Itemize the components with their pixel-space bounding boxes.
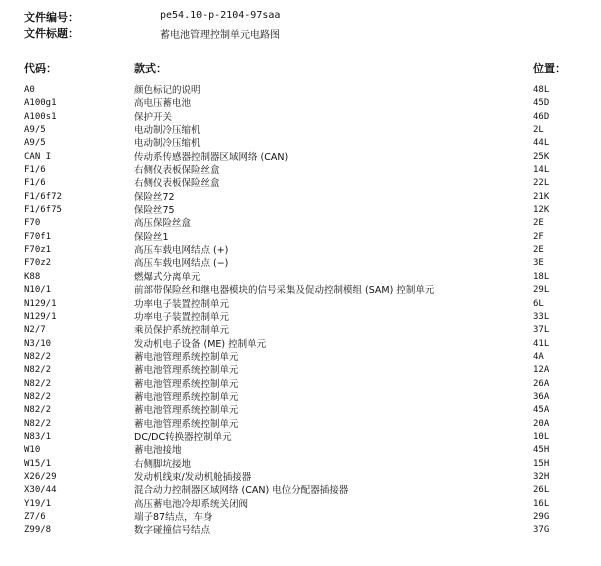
component-position: 21K [533,191,550,202]
table-row [0,458,601,471]
component-position: 12K [533,205,550,216]
component-position: 2E [533,218,544,229]
component-description: 保护开关 [134,111,173,123]
component-position: 45D [533,98,550,109]
table-row [0,364,601,377]
component-description: 数字碰撞信号结点 [134,525,211,537]
component-position: 15H [533,458,550,469]
table-row [0,151,601,164]
component-position: 10L [533,431,550,442]
component-position: 33L [533,311,550,322]
component-position: 26L [533,485,550,496]
component-description: 蓄电池管理系统控制单元 [134,378,239,390]
table-row [0,164,601,177]
component-code: N3/10 [24,338,52,349]
component-code: F1/6f72 [24,191,62,202]
table-row [0,338,601,351]
table-row [0,257,601,270]
table-row [0,311,601,324]
component-description: 右侧仪表板保险丝盒 [134,165,220,177]
table-row [0,177,601,190]
component-code: F1/6 [24,178,46,189]
table-row [0,244,601,257]
table-row [0,324,601,337]
component-description: 右侧脚坑接地 [134,458,192,470]
table-row [0,217,601,230]
component-code: F70z2 [24,258,52,269]
component-position: 32H [533,471,550,482]
component-description: DC/DC转换器控制单元 [134,431,232,443]
table-row [0,271,601,284]
component-list [0,84,601,538]
component-description: 蓄电池管理系统控制单元 [134,391,239,403]
component-code: N129/1 [24,298,57,309]
component-position: 45A [533,405,550,416]
document-title-label: 文件标题： [24,27,79,40]
component-position: 20A [533,418,550,429]
component-code: N82/2 [24,351,52,362]
component-description: 高压车载电网结点 (−) [134,258,229,270]
component-position: 25K [533,151,550,162]
table-row [0,231,601,244]
component-code: X30/44 [24,485,57,496]
component-position: 18L [533,271,550,282]
component-code: N82/2 [24,365,52,376]
component-position: 41L [533,338,550,349]
component-description: 发动机线束/发动机舱插接器 [134,471,252,483]
table-row [0,391,601,404]
column-header-code: 代码： [24,62,57,75]
component-description: 蓄电池管理系统控制单元 [134,405,239,417]
component-code: N82/2 [24,405,52,416]
component-position: 46D [533,111,550,122]
column-header-position: 位置： [533,62,566,75]
component-code: N82/2 [24,391,52,402]
component-position: 4A [533,351,544,362]
component-description: 保险丝1 [134,231,169,243]
component-description: 右侧仪表板保险丝盒 [134,178,220,190]
component-position: 6L [533,298,544,309]
component-position: 16L [533,498,550,509]
component-position: 14L [533,165,550,176]
component-code: W15/1 [24,458,52,469]
column-header-description: 款式： [134,62,167,75]
component-code: Z7/6 [24,512,46,522]
component-code: F1/6f75 [24,205,62,216]
component-code: A9/5 [24,125,46,136]
table-row [0,284,601,297]
component-description: 高压保险丝盒 [134,218,192,230]
table-row [0,444,601,457]
component-code: A100g1 [24,98,57,109]
component-code: F1/6 [24,165,46,176]
component-description: 高压车载电网结点 (+) [134,245,229,257]
component-description: 蓄电池接地 [134,445,182,457]
component-description: 功率电子装置控制单元 [134,311,230,323]
component-position: 29G [533,512,550,522]
table-row [0,404,601,417]
table-row [0,97,601,110]
component-description: 电动制冷压缩机 [134,125,201,137]
component-code: Y19/1 [24,498,52,509]
component-description: 蓄电池管理系统控制单元 [134,365,239,377]
component-code: F70 [24,218,41,229]
component-code: W10 [24,445,41,456]
table-row [0,378,601,391]
component-description: 电动制冷压缩机 [134,138,201,150]
component-position: 36A [533,391,550,402]
component-code: F70f1 [24,231,52,242]
table-row [0,191,601,204]
component-code: N82/2 [24,378,52,389]
component-description: 混合动力控制器区域网络 (CAN) 电位分配器插接器 [134,485,349,497]
table-row [0,298,601,311]
component-code: A0 [24,85,35,95]
component-description: 保险丝75 [134,205,175,217]
component-position: 12A [533,365,550,376]
component-position: 37L [533,325,550,336]
component-position: 37G [533,525,550,536]
table-row [0,431,601,444]
component-code: N129/1 [24,311,57,322]
component-code: N82/2 [24,418,52,429]
table-row [0,498,601,511]
component-position: 29L [533,285,550,296]
component-position: 2E [533,245,544,256]
table-row [0,484,601,497]
component-description: 高电压蓄电池 [134,98,192,110]
table-row [0,524,601,537]
table-row [0,418,601,431]
component-description: 保险丝72 [134,191,175,203]
component-description: 燃爆式分离单元 [134,271,201,283]
component-description: 高压蓄电池冷却系统关闭阀 [134,498,249,510]
component-code: K88 [24,271,41,282]
component-code: N83/1 [24,431,52,442]
document-title-value: 蓄电池管理控制单元电路图 [160,30,280,41]
component-description: 颜色标记的说明 [134,85,201,96]
component-position: 2L [533,125,544,136]
component-description: 蓄电池管理系统控制单元 [134,351,239,363]
component-code: A9/5 [24,138,46,149]
table-row [0,124,601,137]
component-description: 传动系传感器控制器区域网络 (CAN) [134,151,289,163]
component-code: N10/1 [24,285,52,296]
component-position: 2F [533,231,544,242]
component-code: N2/7 [24,325,46,336]
table-row [0,204,601,217]
component-description: 功率电子装置控制单元 [134,298,230,310]
component-position: 48L [533,85,550,95]
component-description: 蓄电池管理系统控制单元 [134,418,239,430]
component-position: 22L [533,178,550,189]
document-number-label: 文件编号： [24,11,79,24]
component-code: F70z1 [24,245,52,256]
component-description: 端子87结点，车身 [134,512,213,523]
component-code: CAN I [24,151,52,162]
table-row [0,111,601,124]
component-code: Z99/8 [24,525,52,536]
component-code: X26/29 [24,471,57,482]
table-row [0,511,601,524]
table-row [0,84,601,97]
component-code: A100s1 [24,111,57,122]
component-description: 乘员保护系统控制单元 [134,325,230,337]
component-position: 26A [533,378,550,389]
table-row [0,137,601,150]
table-row [0,471,601,484]
component-description: 前部带保险丝和继电器模块的信号采集及促动控制模组 (SAM) 控制单元 [134,285,435,297]
component-position: 44L [533,138,550,149]
table-row [0,351,601,364]
component-position: 3E [533,258,544,269]
component-description: 发动机电子设备 (ME) 控制单元 [134,338,267,350]
document-number-value: pe54.10-p-2104-97saa [160,10,281,21]
component-position: 45H [533,445,550,456]
